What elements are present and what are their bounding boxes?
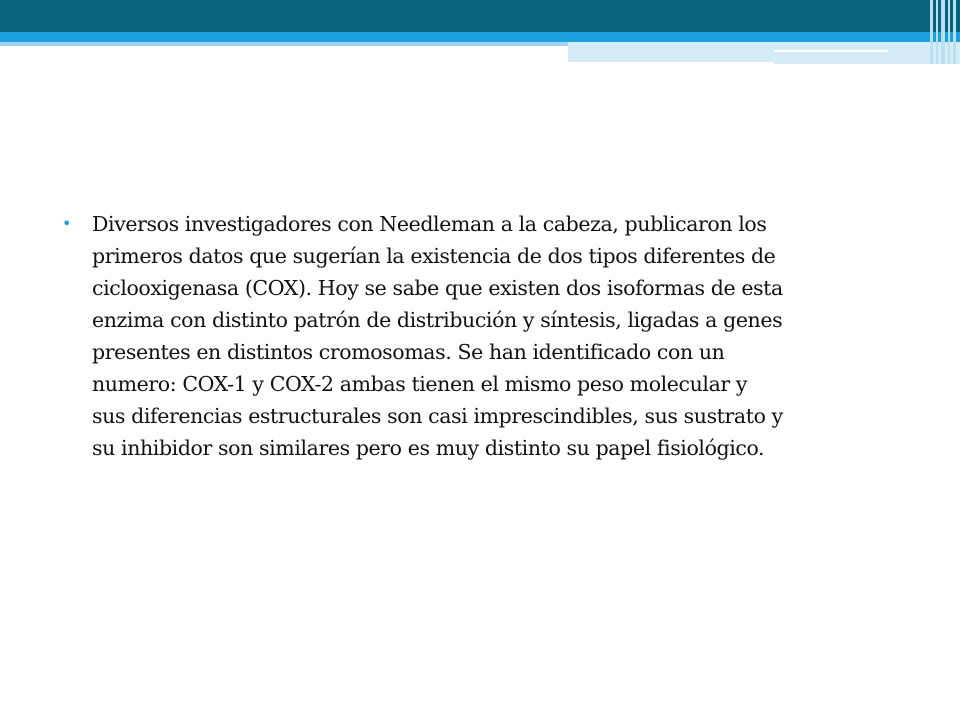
- header-stripes: [928, 0, 960, 64]
- header-band-line: [774, 50, 888, 52]
- header-band-thin: [0, 42, 568, 46]
- header-stripe: [930, 0, 933, 64]
- header-band-dark: [0, 0, 960, 32]
- bullet-item: [62, 208, 912, 464]
- header-stripe: [948, 0, 950, 64]
- header-stripe: [941, 0, 945, 64]
- bullet-text: Diversos investigadores con Needleman a la cabeza, publicaron los primeros datos que sugerían la existencia de dos tipos diferentes de ciclooxigenasa (COX). Hoy se sabe que existen dos isoformas de esta enzima con distinto patrón de distribución y síntesis, ligadas a genes presentes en distintos cromosomas. Se han identificado con un numero: COX-1 y COX-2 ambas tienen el mismo peso molecular y sus diferencias estructurales son casi imprescindibles, sus sustrato y su inhibidor son similares pero es muy distinto su papel fisiológico.: [92, 212, 783, 460]
- header-band-light: [0, 32, 960, 42]
- header-band-line-lower: [568, 62, 774, 64]
- slide-body: [62, 208, 912, 464]
- header-band-step: [568, 42, 960, 64]
- header-stripe: [936, 0, 938, 64]
- header-stripe: [953, 0, 956, 64]
- bullet-icon: •: [62, 214, 72, 233]
